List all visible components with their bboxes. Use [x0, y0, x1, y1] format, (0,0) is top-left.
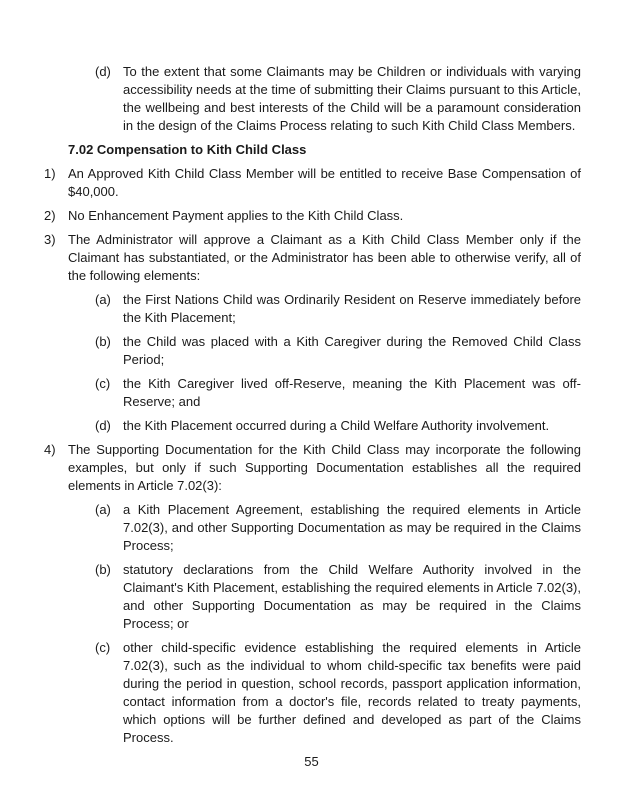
list-item-text: a Kith Placement Agreement, establishing the required elements in Article 7.02(3), and other Supporting Documentation as may be required in the Claims Process; — [123, 502, 581, 553]
list-item-3b — [95, 333, 581, 369]
list-item-3c — [95, 375, 581, 411]
list-item-intro-d — [95, 63, 581, 135]
list-item-label: (d) — [95, 418, 111, 433]
list-item-text: An Approved Kith Child Class Member will be entitled to receive Base Compensation of $40,000. — [68, 166, 581, 199]
list-item-text: The Supporting Documentation for the Kith Child Class may incorporate the following examples, but only if such Supporting Documentation establishes all the required elements in Article 7.02(3): — [68, 442, 581, 493]
list-item-label: 3) — [44, 232, 56, 247]
list-item-label: (b) — [95, 562, 111, 577]
page-content — [44, 63, 581, 753]
list-item-text: other child-specific evidence establishing the required elements in Article 7.02(3), such as the individual to whom child-specific tax benefits were paid during the period in question, school records, passport application information, contact information from a doctor's file, records related to treaty payments, which options will be further defined and developed as part of the Claims Process. — [123, 640, 581, 745]
list-item-text: the Kith Placement occurred during a Child Welfare Authority involvement. — [123, 418, 550, 433]
list-item-text: the Kith Caregiver lived off-Reserve, meaning the Kith Placement was off-Reserve; and — [123, 376, 581, 409]
list-item-label: (c) — [95, 640, 111, 655]
list-item-text: No Enhancement Payment applies to the Kith Child Class. — [68, 208, 404, 223]
list-item-label: (c) — [95, 376, 111, 391]
page-number: 55 — [304, 754, 319, 769]
list-item-text: the Child was placed with a Kith Caregiver during the Removed Child Class Period; — [123, 334, 581, 367]
list-item-1 — [44, 165, 581, 201]
list-item-label: 2) — [44, 208, 56, 223]
list-item-4a — [95, 501, 581, 555]
list-item-4c — [95, 639, 581, 747]
list-item-label: (b) — [95, 334, 111, 349]
list-item-label: (a) — [95, 292, 111, 307]
list-item-label: (d) — [95, 64, 111, 79]
list-item-4b — [95, 561, 581, 633]
list-item-3a — [95, 291, 581, 327]
list-item-label: (a) — [95, 502, 111, 517]
list-item-label: 1) — [44, 166, 56, 181]
section-heading: 7.02 Compensation to Kith Child Class — [68, 142, 307, 157]
list-item-text: To the extent that some Claimants may be Children or individuals with varying accessibility needs at the time of submitting their Claims pursuant to this Article, the wellbeing and best interests of the Child will be a paramount consideration in the design of the Claims Process relating to such Kith Child Class Members. — [123, 64, 581, 133]
list-item-3 — [44, 231, 581, 285]
list-item-text: statutory declarations from the Child Welfare Authority involved in the Claimant's Kith Placement, establishing the required elements in Article 7.02(3), and other Supporting Documentation as may be required in the Claims Process; or — [123, 562, 581, 631]
list-item-4 — [44, 441, 581, 495]
list-item-label: 4) — [44, 442, 56, 457]
list-item-2 — [44, 207, 581, 225]
list-item-text: the First Nations Child was Ordinarily Resident on Reserve immediately before the Kith Placement; — [123, 292, 581, 325]
list-item-3d — [95, 417, 581, 435]
list-item-text: The Administrator will approve a Claimant as a Kith Child Class Member only if the Claimant has substantiated, or the Administrator has been able to otherwise verify, all of the following elements: — [68, 232, 581, 283]
